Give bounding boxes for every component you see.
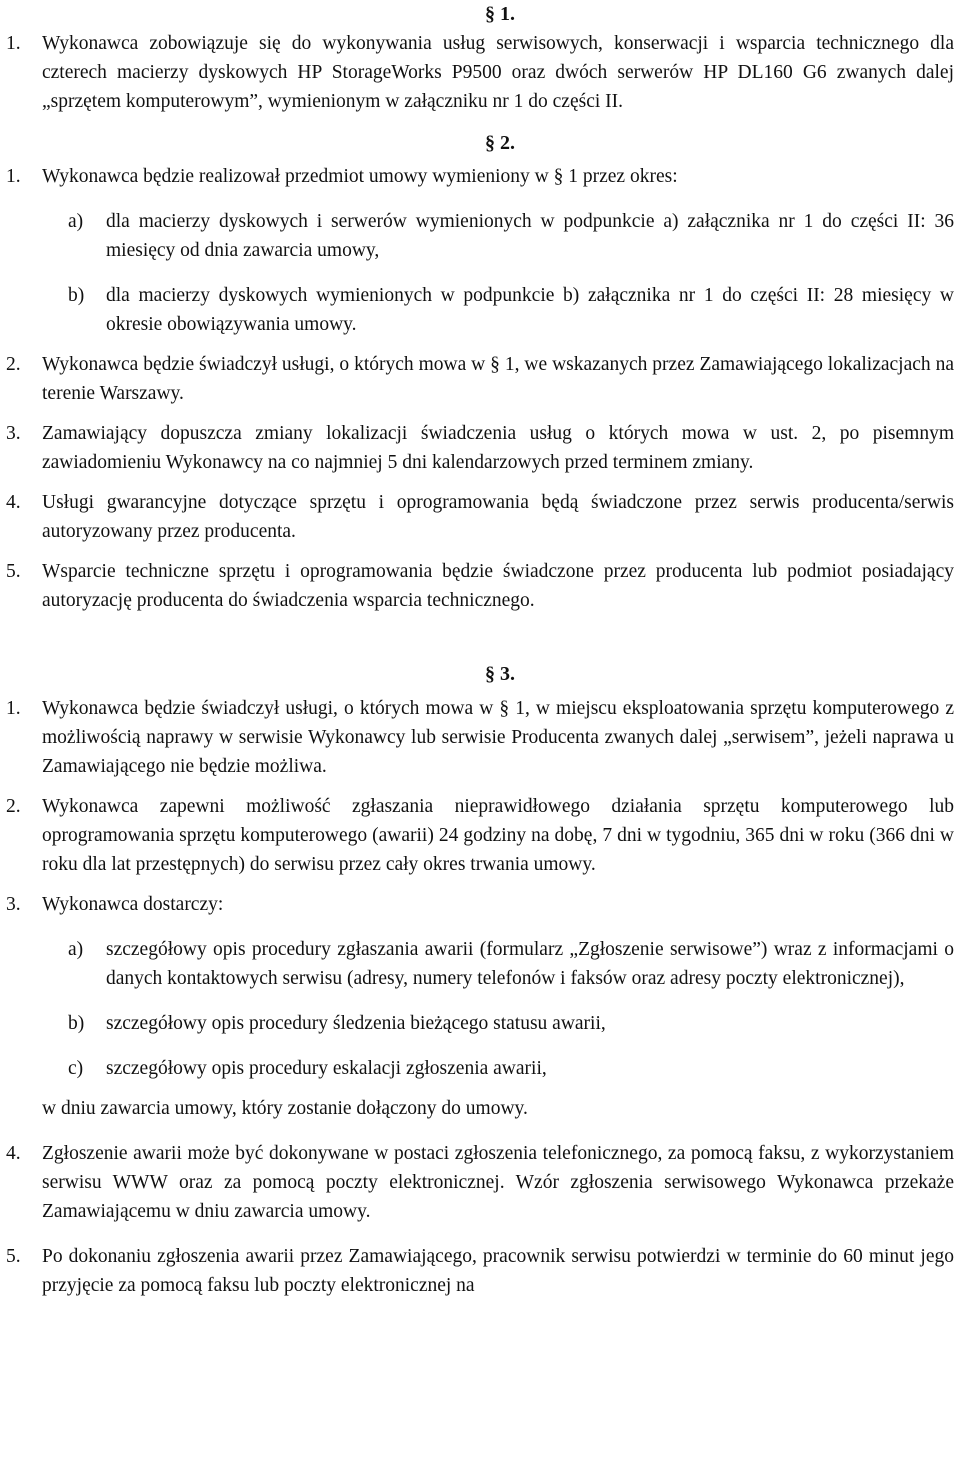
paragraph-text: Wsparcie techniczne sprzętu i oprogramowania będzie świadczone przez producenta lub podmiot posiadający autoryzację producenta do świadczenia wsparcia technicznego. bbox=[42, 561, 954, 611]
section-2-subitem-a bbox=[68, 207, 954, 265]
paragraph-number: 3. bbox=[6, 423, 21, 444]
subitem-text: dla macierzy dyskowych i serwerów wymienionych w podpunkcie a) załącznika nr 1 do części II: 36 miesięcy od dnia zawarcia umowy, bbox=[106, 211, 954, 261]
subitem-text: dla macierzy dyskowych wymienionych w podpunkcie b) załącznika nr 1 do części II: 28 miesięcy w okresie obowiązywania umowy. bbox=[106, 285, 954, 335]
document-page bbox=[6, 0, 954, 1300]
section-2-heading: § 2. bbox=[485, 132, 515, 154]
paragraph-number: 5. bbox=[6, 561, 21, 582]
section-3-subitem-b bbox=[68, 1009, 954, 1038]
section-3-subitem-a bbox=[68, 935, 954, 993]
paragraph-text: Wykonawca będzie świadczył usługi, o których mowa w § 1, w miejscu eksploatowania sprzętu komputerowego z możliwością naprawy w serwisie Wykonawcy lub serwisie Producenta zwanych dalej „serwisem”, jeżeli naprawa u Zamawiającego nie będzie możliwa. bbox=[42, 698, 954, 777]
section-1-paragraph-1 bbox=[6, 29, 954, 116]
subitem-letter: a) bbox=[68, 211, 84, 232]
paragraph-text: Wykonawca będzie świadczył usługi, o których mowa w § 1, we wskazanych przez Zamawiającego lokalizacjach na terenie Warszawy. bbox=[42, 354, 954, 404]
section-3-paragraph-3 bbox=[6, 890, 954, 919]
section-2-paragraph-3 bbox=[6, 419, 954, 477]
paragraph-number: 1. bbox=[6, 698, 21, 719]
paragraph-text: Zamawiający dopuszcza zmiany lokalizacji świadczenia usług o których mowa w ust. 2, po pisemnym zawiadomieniu Wykonawcy na co najmniej 5 dni kalendarzowych przed terminem zmiany. bbox=[42, 423, 954, 473]
section-2-paragraph-5 bbox=[6, 557, 954, 615]
subitem-letter: b) bbox=[68, 1013, 85, 1034]
subitem-text: szczegółowy opis procedury zgłaszania awarii (formularz „Zgłoszenie serwisowe”) wraz z informacjami o danych kontaktowych serwisu (adresy, numery telefonów i faksów oraz adresy poczty elektronicznej), bbox=[106, 939, 954, 989]
section-3-paragraph-3-tail: w dniu zawarcia umowy, który zostanie dołączony do umowy. bbox=[42, 1098, 528, 1119]
section-3-paragraph-4 bbox=[6, 1139, 954, 1226]
section-2-paragraph-1 bbox=[6, 162, 954, 191]
paragraph-number: 1. bbox=[6, 166, 21, 187]
paragraph-text: Zgłoszenie awarii może być dokonywane w postaci zgłoszenia telefonicznego, za pomocą faksu, z wykorzystaniem serwisu WWW oraz za pomocą poczty elektronicznej. Wzór zgłoszenia serwisowego Wykonawca przekaże Zamawiającemu w dniu zawarcia umowy. bbox=[42, 1143, 954, 1222]
section-3-paragraph-2 bbox=[6, 792, 954, 879]
subitem-text: szczegółowy opis procedury eskalacji zgłoszenia awarii, bbox=[106, 1058, 547, 1079]
paragraph-text: Wykonawca dostarczy: bbox=[42, 894, 224, 915]
paragraph-text: Usługi gwarancyjne dotyczące sprzętu i oprogramowania będą świadczone przez serwis producenta/serwis autoryzowany przez producenta. bbox=[42, 492, 954, 542]
paragraph-number: 5. bbox=[6, 1246, 21, 1267]
section-1-heading: § 1. bbox=[485, 3, 515, 25]
section-2-paragraph-4 bbox=[6, 488, 954, 546]
section-2-subitem-b bbox=[68, 281, 954, 339]
paragraph-number: 2. bbox=[6, 796, 21, 817]
section-3-paragraph-1 bbox=[6, 694, 954, 781]
paragraph-text: Wykonawca zapewni możliwość zgłaszania nieprawidłowego działania sprzętu komputerowego lub oprogramowania sprzętu komputerowego (awarii) 24 godziny na dobę, 7 dni w tygodniu, 365 dni w roku (366 dni w roku dla lat przestępnych) do serwisu przez cały okres trwania umowy. bbox=[42, 796, 954, 875]
subitem-letter: a) bbox=[68, 939, 84, 960]
section-3-paragraph-5 bbox=[6, 1242, 954, 1300]
paragraph-number: 1. bbox=[6, 33, 21, 54]
paragraph-number: 3. bbox=[6, 894, 21, 915]
paragraph-number: 4. bbox=[6, 492, 21, 513]
section-3-subitem-c bbox=[68, 1054, 954, 1083]
paragraph-number: 2. bbox=[6, 354, 21, 375]
subitem-letter: b) bbox=[68, 285, 85, 306]
subitem-letter: c) bbox=[68, 1058, 84, 1079]
subitem-text: szczegółowy opis procedury śledzenia bieżącego statusu awarii, bbox=[106, 1013, 606, 1034]
paragraph-number: 4. bbox=[6, 1143, 21, 1164]
paragraph-text: Wykonawca zobowiązuje się do wykonywania usług serwisowych, konserwacji i wsparcia technicznego dla czterech macierzy dyskowych HP StorageWorks P9500 oraz dwóch serwerów HP DL160 G6 zwanych dalej „sprzętem komputerowym”, wymienionym w załączniku nr 1 do części II. bbox=[42, 33, 954, 112]
paragraph-text: Po dokonaniu zgłoszenia awarii przez Zamawiającego, pracownik serwisu potwierdzi w terminie do 60 minut jego przyjęcie za pomocą faksu lub poczty elektronicznej na bbox=[42, 1246, 954, 1296]
paragraph-text: Wykonawca będzie realizował przedmiot umowy wymieniony w § 1 przez okres: bbox=[42, 166, 678, 187]
section-2-paragraph-2 bbox=[6, 350, 954, 408]
section-3-heading: § 3. bbox=[485, 663, 515, 685]
